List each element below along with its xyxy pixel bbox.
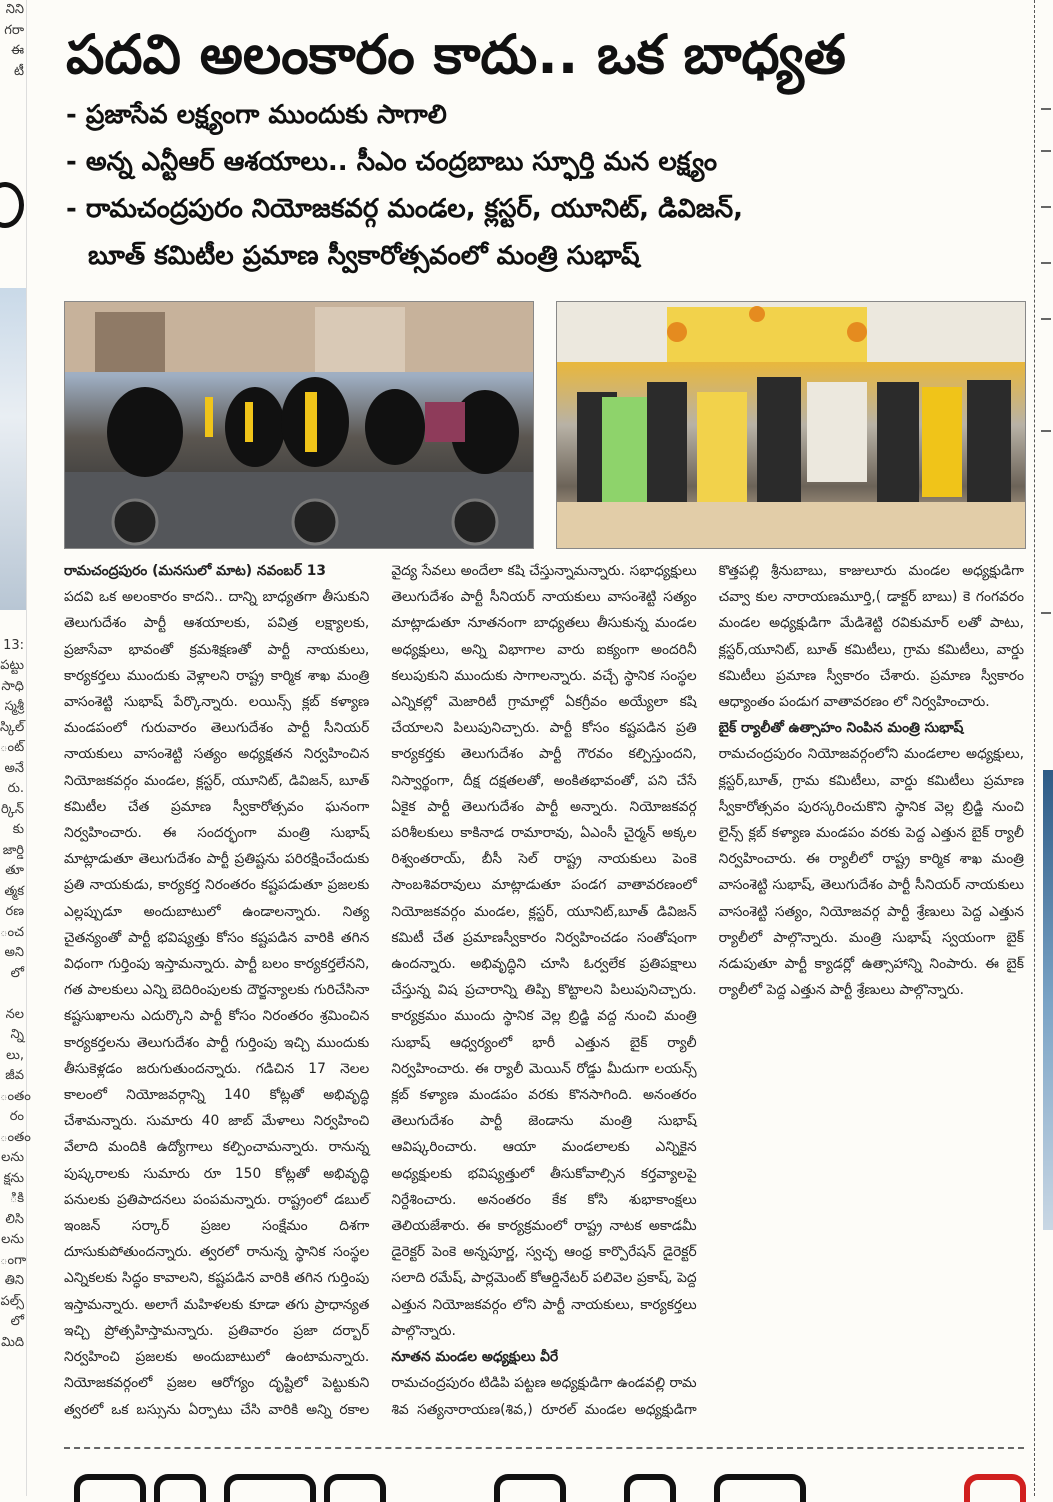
article-paragraph-2: రామచంద్రపురం టిడిపి పట్టణ అధ్యక్షుడిగా ఉండవల్లి రామ శివ సత్యనారాయణ(శివ,) రూరల్ మండల అధ్యక్షుడిగా కొత్తపల్లి శ్రీనుబాబు, కాజులూరు మండల అధ్యక్షుడిగా చవ్వా కుల నారాయణమూర్తి,( డాక్టర్ బాబు) కె గంగవరం మండల అధ్యక్షుడిగా మేడిశెట్టి రవికుమార్ లతో పాటు, క్లస్టర్,యూనిట్, బూత్ కమిటీలు, గ్రామ కమిటీలు, వార్డు కమిటీలు ప్రమాణ స్వీకారం చేశారు. ప్రమాణ స్వీకారం ఆధ్యాంతం పండుగ వాతావరణం లో నిర్వహించారు. (391, 563, 1024, 1418)
left-edge-fragment: లో (10, 1314, 24, 1329)
section-heading-bike-rally: బైక్ ర్యాలీతో ఉత్సాహం నింపిన మంత్రి సుభాష్ (718, 720, 964, 737)
left-edge-fragment: లో (10, 965, 24, 981)
left-edge-fragment: క్షను (3, 1170, 24, 1186)
left-edge-fragment: న్ని (10, 1027, 24, 1042)
left-edge-fragment: స్మశ్రీ (4, 699, 24, 714)
bike-rally-photo (64, 301, 534, 549)
left-edge-fragment (0, 103, 26, 124)
left-edge-fragment: రం (9, 1109, 24, 1124)
adjacent-article-edge-right (1034, 0, 1053, 1496)
left-edge-fragment: కు (12, 822, 24, 837)
left-edge-fragment: త్మక (4, 883, 24, 899)
left-edge-fragment: పట్టు (0, 658, 24, 673)
left-edge-fragment: పల్స్ (0, 1293, 24, 1309)
subheadline-3-cont: బూత్ కమిటీల ప్రమాణ స్వీకారోత్సవంలో మంత్రి సుభాష్ (88, 241, 640, 271)
left-edge-fragment: ంగా (0, 1252, 27, 1268)
left-edge-fragment: ర్కిన్ (1, 801, 24, 817)
left-edge-fragment: స్కిల్ (0, 719, 25, 735)
left-edge-fragment (0, 123, 26, 144)
left-edge-fragment: లను (1, 1150, 24, 1165)
left-edge-fragment: ంచ (0, 924, 24, 940)
left-edge-fragment (0, 82, 26, 103)
left-edge-fragment: ంతం (0, 1129, 31, 1145)
subheadlines (66, 92, 1026, 280)
headline: పదవి అలంకారం కాదు.. ఒక బాధ్యత (66, 23, 846, 86)
left-edge-fragment: లిసి (5, 1211, 24, 1227)
left-edge-fragment: సాధి (1, 678, 24, 694)
left-edge-fragment: నిని (5, 2, 24, 17)
left-edge-fragment: మిది (1, 1334, 24, 1350)
article-paragraph-1: పదవి ఒక అలంకారం కాదని.. దాన్ని బాధ్యతగా తీసుకుని తెలుగుదేశం పార్టీ ఆశయాలకు, పవిత్ర లక్ష్యాలకు, ప్రజాసేవా భావంతో క్రమశిక్షణతో పార్టీ నాయకులు, కార్యకర్తలు ముందుకు వెళ్లాలని రాష్ట్ర కార్మిక శాఖ మంత్రి వాసంశెట్టి సుభాష్ పేర్కొన్నారు. లయిన్స్ క్లబ్ కళ్యాణ మండపంలో గురువారం తెలుగుదేశం పార్టీ సీనియర్ నాయకులు వాసంశెట్టి సత్యం అధ్యక్షతన నిర్వహించిన నియోజకవర్గం మండల, క్లస్టర్, యూనిట్, డివిజన్, బూత్ కమిటీల చేత ప్రమాణ స్వీకారోత్సవం ఘనంగా నిర్వహించారు. ఈ సందర్భంగా మంత్రి సుభాష్ మాట్లాడుతూ తెలుగుదేశం పార్టీ ప్రతిష్టను పరిరక్షించేందుకు ప్రతి నాయకుడు, కార్యకర్త నిరంతరం కష్టపడుతూ ప్రజలకు ఎల్లప్పుడూ అందుబాటులో ఉండాలన్నారు. నిత్య చైతన్యంతో పార్టీ భవిష్యత్తు కోసం కష్టపడిన వారికి తగిన విధంగా గుర్తింపు ఇస్తామన్నారు. పార్టీ బలం కార్యకర్తలేనని, గత పాలకులు ఎన్ని బెదిరింపులకు దౌర్జన్యాలకు గురిచేసినా కష్టసుఖాలను ఎదుర్కొని పార్టీ కోసం నిరంతరం శ్రమించిన కార్యకర్తలను తెలుగుదేశం పార్టీ గుర్తింపు ఇచ్చి ముందుకు తీసుకెళ్లడం జరుగుతుందన్నారు. గడిచిన 17 నెలల కాలంలో నియోజవర్గాన్ని 140 కోట్లతో అభివృద్ధి చేశామన్నారు. సుమారు 40 జాబ్ మేళాలు నిర్వహించి వేలాది మందికి ఉద్యోగాలు కల్పించామన్నారు. రానున్న పుష్కరాలకు సుమారు రూ 150 కోట్లతో అభివృద్ధి పనులకు ప్రతిపాదనలు పంపమన్నారు. రాష్ట్రంలో డబుల్ ఇంజన్ సర్కార్ ప్రజల సంక్షేమం దిశగా దూసుకుపోతుందన్నారు. త్వరలో రానున్న స్థానిక సంస్థల ఎన్నికలకు సిద్ధం కావాలని, కష్టపడిన వారికి తగిన గుర్తింపు ఇస్తామన్నారు. అలాగే మహిళలకు కూడా తగు ప్రాధాన్యత ఇచ్చి ప్రోత్సహిస్తామన్నారు. ప్రతివారం ప్రజా దర్బార్ నిర్వహించి ప్రజలకు అందుబాటులో ఉంటామన్నారు. నియోజకవర్గంలో ప్రజల ఆరోగ్యం దృష్టిలో పెట్టుకుని త్వరలో ఒక బస్సును ఏర్పాటు చేసి వారికి అన్ని రకాల వైద్య సేవలు అందేలా కషి చేస్తున్నామన్నారు. సభాధ్యక్షులు తెలుగుదేశం పార్టీ సీనియర్ నాయకులు వాసంశెట్టి సత్యం మాట్లాడుతూ నూతనంగా బాధ్యతలు తీసుకున్న మండల అధ్యక్షులు, అన్ని విభాగాల వారు ఐక్యంగా అందరినీ కలుపుకుని ముందుకు సాగాలన్నారు. వచ్చే స్థానిక సంస్థల ఎన్నికల్లో మెజారిటీ గ్రామాల్లో ఏకగ్రీవం అయ్యేలా కషి చేయాలని పిలుపునిచ్చారు. పార్టీ కోసం కష్టపడిన ప్రతి కార్యకర్తకు తెలుగుదేశం పార్టీ గౌరవం కల్పిస్తుందని, నిస్వార్థంగా, దీక్ష దక్షతలతో, అంకితభావంతో, పని చేసే ఏకైక పార్టీ తెలుగుదేశం పార్టీ అన్నారు. నియోజకవర్గ పరిశీలకులు కాకినాడ రామారావు, ఏఎంసీ చైర్మన్ అక్కల రిశ్వంతరాయ్, బీసీ సెల్ రాష్ట్ర నాయకులు పెంకె సాంబశివరావులు మాట్లాడుతూ పండగ వాతావరణంలో నియోజకవర్గం మండల, క్లస్టర్, యూనిట్,బూత్ డివిజన్ కమిటీ చేత ప్రమాణస్వీకారం నిర్వహించడం సంతోషంగా ఉందన్నారు. అభివృద్ధిని చూసి ఓర్వలేక ప్రతిపక్షాలు చేస్తున్న విష ప్రచారాన్ని తిప్పి కొట్టాలని పిలుపునిచ్చారు. కార్యక్రమం ముందు స్థానిక వెల్ల బ్రిడ్జి వద్ద నుంచి మంత్రి సుభాష్ ఆధ్వర్యంలో భారీ ఎత్తున బైక్ ర్యాలీ నిర్వహించారు. ఈ ర్యాలీ మెయిన్ రోడ్డు మీదుగా లయన్స్ క్లబ్ కళ్యాణ మండపం వరకు కొనసాగింది. అనంతరం తెలుగుదేశం పార్టీ జెండాను మంత్రి సుభాష్ ఆవిష్కరించారు. ఆయా మండలాలకు ఎన్నికైన అధ్యక్షులకు భవిష్యత్తులో తీసుకోవాల్సిన కర్తవ్యాలపై నిర్దేశించారు. అనంతరం కేక కోసి శుభాకాంక్షలు తెలియజేశారు. ఈ కార్యక్రమంలో రాష్ట్ర నాటక అకాడమీ డైరెక్టర్ పెంకె అన్నపూర్ణ, స్వచ్ఛ ఆంధ్ర కార్పొరేషన్ డైరెక్టర్ సలాది రమేష్, పార్లమెంట్ కోఆర్డినేటర్ పలివెల ప్రకాష్, పెద్ద ఎత్తున నియోజకవర్గం లోని పార్టీ నాయకులు, కార్యకర్తలు పాల్గొన్నారు. (64, 563, 697, 1418)
section-heading-new-presidents: నూతన మండల అధ్యక్షులు వీరే (391, 1349, 559, 1366)
left-edge-fragment: ికి (9, 1191, 24, 1206)
left-edge-fragment: టీ (13, 63, 24, 79)
article-body (64, 558, 1024, 1438)
left-edge-fragment: గరా (4, 22, 24, 38)
left-edge-fragment (0, 615, 26, 636)
left-edge-fragment: నల (5, 1006, 24, 1022)
left-edge-fragment (0, 267, 26, 288)
left-edge-fragment: ఈ (11, 43, 24, 58)
left-edge-fragment: అనే (4, 760, 24, 776)
next-article-headline-partial (64, 1460, 1024, 1496)
left-edge-fragment: తూ (5, 863, 24, 878)
subheadline-1: - ప్రజాసేవ లక్ష్యంగా ముందుకు సాగాలి (66, 100, 447, 130)
adjacent-article-edge-left (0, 0, 31, 1496)
subheadline-2: - అన్న ఎన్టీఆర్ ఆశయాలు.. సీఎం చంద్రబాబు స్ఫూర్తి మన లక్ష్యం (66, 147, 718, 177)
subheadline-3: - రామచంద్రపురం నియోజకవర్గ మండల, క్లస్టర్, యూనిట్, డివిజన్, (66, 194, 743, 224)
swearing-in-ceremony-photo (556, 301, 1026, 549)
left-edge-fragment (0, 226, 26, 247)
left-edge-fragment: తిని (4, 1273, 24, 1288)
left-edge-fragment: జార్డి (2, 842, 24, 858)
left-edge-fragment (0, 984, 26, 1005)
left-edge-fragment: అని (4, 945, 24, 960)
left-edge-fragment (0, 144, 26, 165)
article-paragraph-3: రామచంద్రపురం నియోజవర్గంలోని మండలాల అధ్యక్షులు, క్లస్టర్,బూత్, గ్రామ కమిటీలు, వార్డు కమిటీలు ప్రమాణ స్వీకారోత్సవం పురస్కరించుకొని స్థానిక వెల్ల బ్రిడ్జి నుంచి లైన్స్ క్లబ్ కళ్యాణ మండపం వరకు పెద్ద ఎత్తున బైక్ ర్యాలీ నిర్వహించారు. ఈ ర్యాలీలో రాష్ట్ర కార్మిక శాఖ మంత్రి వాసంశెట్టి సుభాష్, తెలుగుదేశం పార్టీ సీనియర్ నాయకులు వాసంశెట్టి సత్యం, నియోజవర్గ పార్టీ శ్రేణులు పెద్ద ఎత్తున ర్యాలీలో పాల్గొన్నారు. మంత్రి సుభాష్ స్వయంగా బైక్ నడుపుతూ పార్టీ క్యాడర్లో ఉత్సాహాన్ని నింపారు. ఈ బైక్ ర్యాలీలో పెద్ద ఎత్తున పార్టీ శ్రేణులు పాల్గొన్నారు. (718, 746, 1024, 999)
adjacent-photo-edge (1043, 770, 1053, 1230)
left-edge-fragment: రు. (7, 781, 24, 796)
left-edge-fragment: ంట్ (0, 740, 25, 755)
left-edge-fragment: ంతం (0, 1088, 31, 1104)
article-divider (64, 1447, 1024, 1449)
left-edge-fragment: రణ (5, 904, 24, 919)
left-edge-fragment: లను (1, 1232, 24, 1247)
dateline: రామచంద్రపురం (మనసులో మాట) నవంబర్ 13 (64, 563, 326, 579)
adjacent-photo-edge (0, 288, 26, 610)
left-edge-fragment: 13: (3, 637, 24, 653)
left-edge-fragment: జీవ (5, 1068, 24, 1083)
left-edge-fragment: లు, (6, 1047, 24, 1063)
left-edge-fragment (0, 246, 26, 267)
